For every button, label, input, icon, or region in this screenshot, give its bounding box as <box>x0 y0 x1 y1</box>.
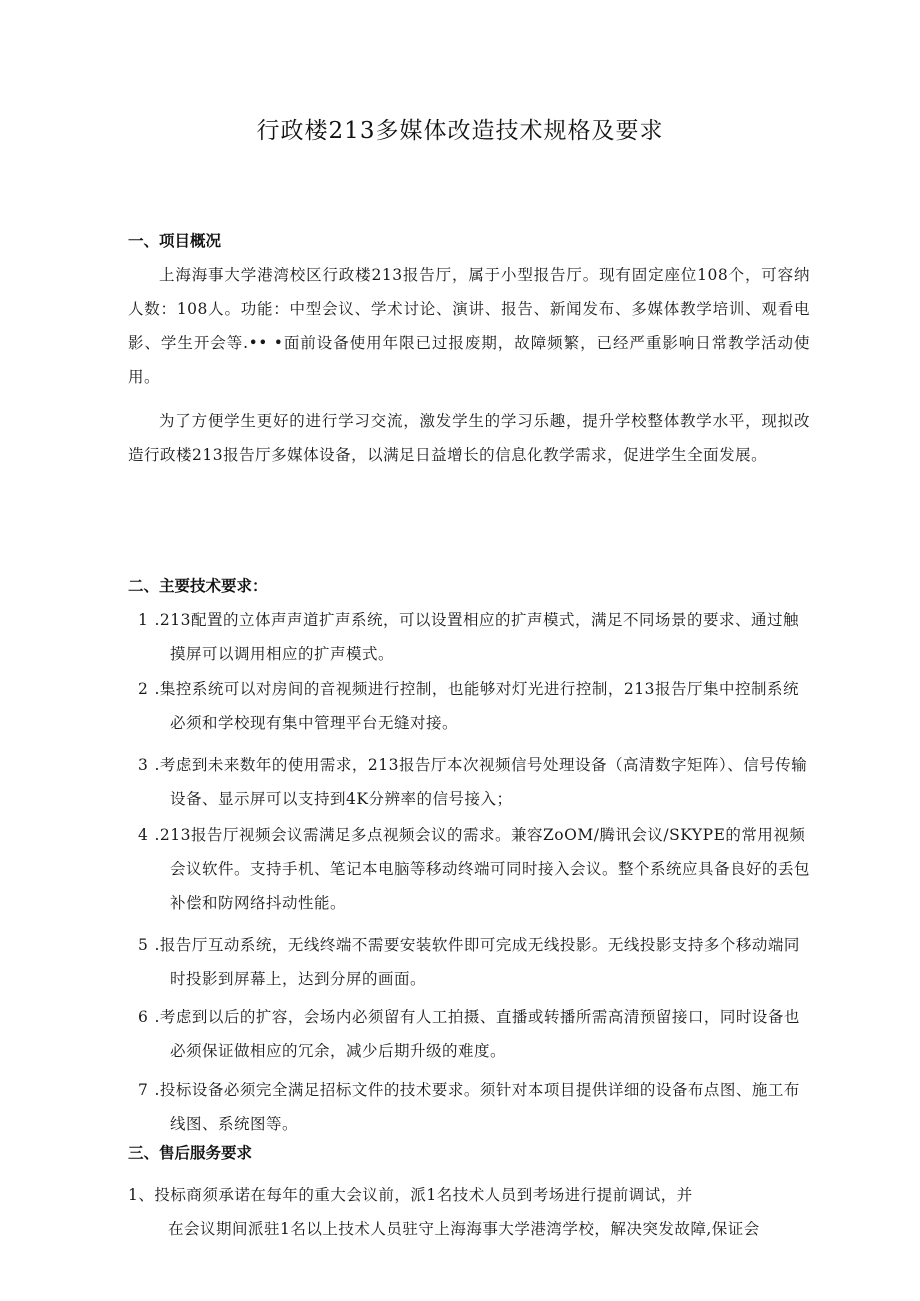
requirement-text: .投标设备必须完全满足招标文件的技术要求。须针对本项目提供详细的设备布点图、施工布线图、系统图等。 <box>154 1081 800 1133</box>
requirement-number: 7 <box>138 1081 149 1099</box>
requirement-item-5 <box>128 928 810 996</box>
requirement-item-6 <box>128 1000 810 1068</box>
requirement-item-2 <box>128 672 810 740</box>
requirement-item-3 <box>128 748 810 816</box>
requirement-number: 4 <box>138 826 149 844</box>
requirement-text: .报告厅互动系统，无线终端不需要安装软件即可完成无线投影。无线投影支持多个移动端同时投影到屏幕上，达到分屏的画面。 <box>154 936 800 988</box>
document-title: 行政楼213多媒体改造技术规格及要求 <box>256 118 664 144</box>
after-sales-line-2: 在会议期间派驻1名以上技术人员驻守上海海事大学港湾学校，解决突发故障,保证会 <box>168 1220 760 1238</box>
overview-paragraph-2: 为了方便学生更好的进行学习交流，激发学生的学习乐趣，提升学校整体教学水平，现拟改造行政楼213报告厅多媒体设备，以满足日益增长的信息化教学需求，促进学生全面发展。 <box>128 412 810 464</box>
after-sales-line-1: 1、投标商须承诺在每年的重大会议前，派1名技术人员到考场进行提前调试，并 <box>128 1186 693 1204</box>
requirement-text: .213配置的立体声声道扩声系统，可以设置相应的扩声模式，满足不同场景的要求、通过触摸屏可以调用相应的扩声模式。 <box>154 611 800 663</box>
requirement-item-7 <box>128 1073 810 1141</box>
requirement-number: 6 <box>138 1008 149 1026</box>
section-heading-after-sales: 三、售后服务要求 <box>128 1144 253 1162</box>
section-heading-overview: 一、项目概况 <box>128 232 222 250</box>
requirement-text: .213报告厅视频会议需满足多点视频会议的需求。兼容ZoOM/腾讯会议/SKYPE的常用视频会议软件。支持手机、笔记本电脑等移动终端可同时接入会议。整个系统应具备良好的丢包补偿和防网络抖动性能。 <box>154 826 811 912</box>
requirement-number: 1 <box>138 611 149 629</box>
section-heading-tech-requirements: 二、主要技术要求： <box>128 577 268 595</box>
requirement-item-4 <box>128 818 810 920</box>
requirement-item-1 <box>128 603 810 671</box>
overview-paragraph-1: 上海海事大学港湾校区行政楼213报告厅，属于小型报告厅。现有固定座位108个，可容纳人数：108人。功能：中型会议、学术讨论、演讲、报告、新闻发布、多媒体教学培训、观看电影、学生开会等.•• •面前设备使用年限已过报废期，故障频繁，已经严重影响日常教学活动使用。 <box>128 266 810 386</box>
requirement-number: 2 <box>138 680 149 698</box>
requirement-text: .考虑到以后的扩容，会场内必须留有人工拍摄、直播或转播所需高清预留接口，同时设备也必须保证做相应的冗余，减少后期升级的难度。 <box>154 1008 800 1060</box>
requirement-text: .集控系统可以对房间的音视频进行控制，也能够对灯光进行控制，213报告厅集中控制系统必须和学校现有集中管理平台无缝对接。 <box>154 680 800 732</box>
requirement-text: .考虑到未来数年的使用需求，213报告厅本次视频信号处理设备（高清数字矩阵）、信号传输设备、显示屏可以支持到4K分辨率的信号接入； <box>154 756 808 808</box>
requirement-number: 5 <box>138 936 149 954</box>
requirement-number: 3 <box>138 756 149 774</box>
